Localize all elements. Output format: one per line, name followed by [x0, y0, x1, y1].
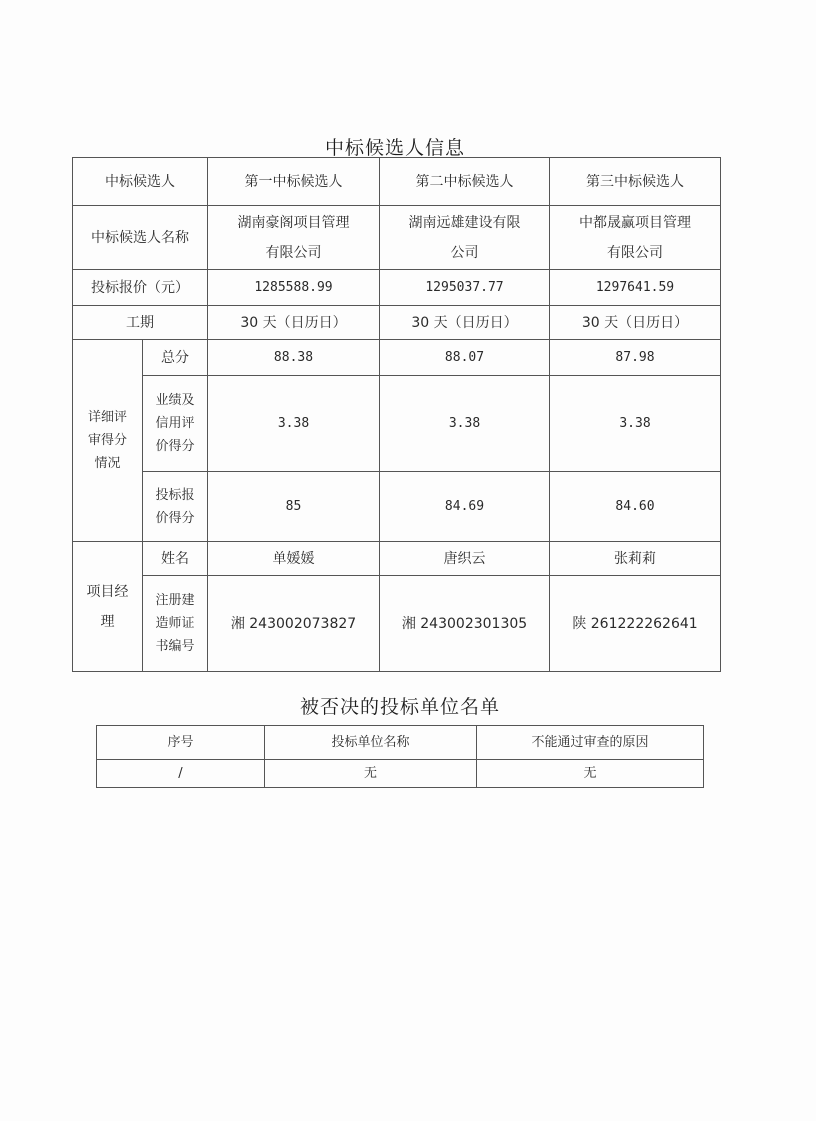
- first-total-score: 88.38: [208, 340, 380, 376]
- total-score-row: [73, 340, 721, 376]
- candidate-info-table: [72, 157, 721, 672]
- candidate-info-title: 中标候选人信息: [324, 137, 465, 159]
- second-credit-score: 3.38: [380, 376, 550, 472]
- rejected-header-row: [97, 726, 704, 760]
- bid-score-label: 投标报 价得分: [143, 472, 208, 542]
- first-candidate-name: 湖南豪阁项目管理 有限公司: [208, 206, 380, 270]
- second-manager-cert: 湘 243002301305: [380, 576, 550, 672]
- first-manager-cert: 湘 243002073827: [208, 576, 380, 672]
- third-total-score: 87.98: [550, 340, 721, 376]
- second-candidate-period: 30 天（日历日）: [380, 306, 550, 340]
- name-label: 中标候选人名称: [73, 206, 208, 270]
- third-bid-score: 84.60: [550, 472, 721, 542]
- third-manager-name: 张莉莉: [550, 542, 721, 576]
- second-candidate-price: 1295037.77: [380, 270, 550, 306]
- header-second-candidate: 第二中标候选人: [380, 158, 550, 206]
- header-third-candidate: 第三中标候选人: [550, 158, 721, 206]
- credit-score-row: [73, 376, 721, 472]
- second-bid-score: 84.69: [380, 472, 550, 542]
- third-manager-cert: 陕 261222262641: [550, 576, 721, 672]
- header-row: [73, 158, 721, 206]
- first-candidate-price: 1285588.99: [208, 270, 380, 306]
- header-bidder-name: 投标单位名称: [265, 726, 477, 760]
- third-credit-score: 3.38: [550, 376, 721, 472]
- rejected-list-title: 被否决的投标单位名单: [299, 696, 500, 718]
- row-bidder-name: 无: [265, 760, 477, 788]
- row-sequence: /: [97, 760, 265, 788]
- manager-cert-row: [73, 576, 721, 672]
- header-first-candidate: 第一中标候选人: [208, 158, 380, 206]
- rejected-data-row: [97, 760, 704, 788]
- manager-cert-label: 注册建 造师证 书编号: [143, 576, 208, 672]
- price-row: [73, 270, 721, 306]
- bid-score-row: [73, 472, 721, 542]
- third-candidate-price: 1297641.59: [550, 270, 721, 306]
- first-candidate-period: 30 天（日历日）: [208, 306, 380, 340]
- second-total-score: 88.07: [380, 340, 550, 376]
- second-candidate-name: 湖南远雄建设有限 公司: [380, 206, 550, 270]
- total-score-label: 总分: [143, 340, 208, 376]
- period-label: 工期: [73, 306, 208, 340]
- period-row: [73, 306, 721, 340]
- second-manager-name: 唐织云: [380, 542, 550, 576]
- header-sequence: 序号: [97, 726, 265, 760]
- header-label: 中标候选人: [73, 158, 208, 206]
- price-label: 投标报价（元）: [73, 270, 208, 306]
- first-credit-score: 3.38: [208, 376, 380, 472]
- manager-name-label: 姓名: [143, 542, 208, 576]
- rejected-bidders-table: [96, 725, 704, 788]
- third-candidate-period: 30 天（日历日）: [550, 306, 721, 340]
- first-manager-name: 单媛媛: [208, 542, 380, 576]
- manager-group-label: 项目经 理: [73, 542, 143, 672]
- third-candidate-name: 中都晟赢项目管理 有限公司: [550, 206, 721, 270]
- credit-score-label: 业绩及 信用评 价得分: [143, 376, 208, 472]
- name-row: [73, 206, 721, 270]
- score-group-label: 详细评 审得分 情况: [73, 340, 143, 542]
- row-rejection-reason: 无: [477, 760, 704, 788]
- header-rejection-reason: 不能通过审查的原因: [477, 726, 704, 760]
- manager-name-row: [73, 542, 721, 576]
- first-bid-score: 85: [208, 472, 380, 542]
